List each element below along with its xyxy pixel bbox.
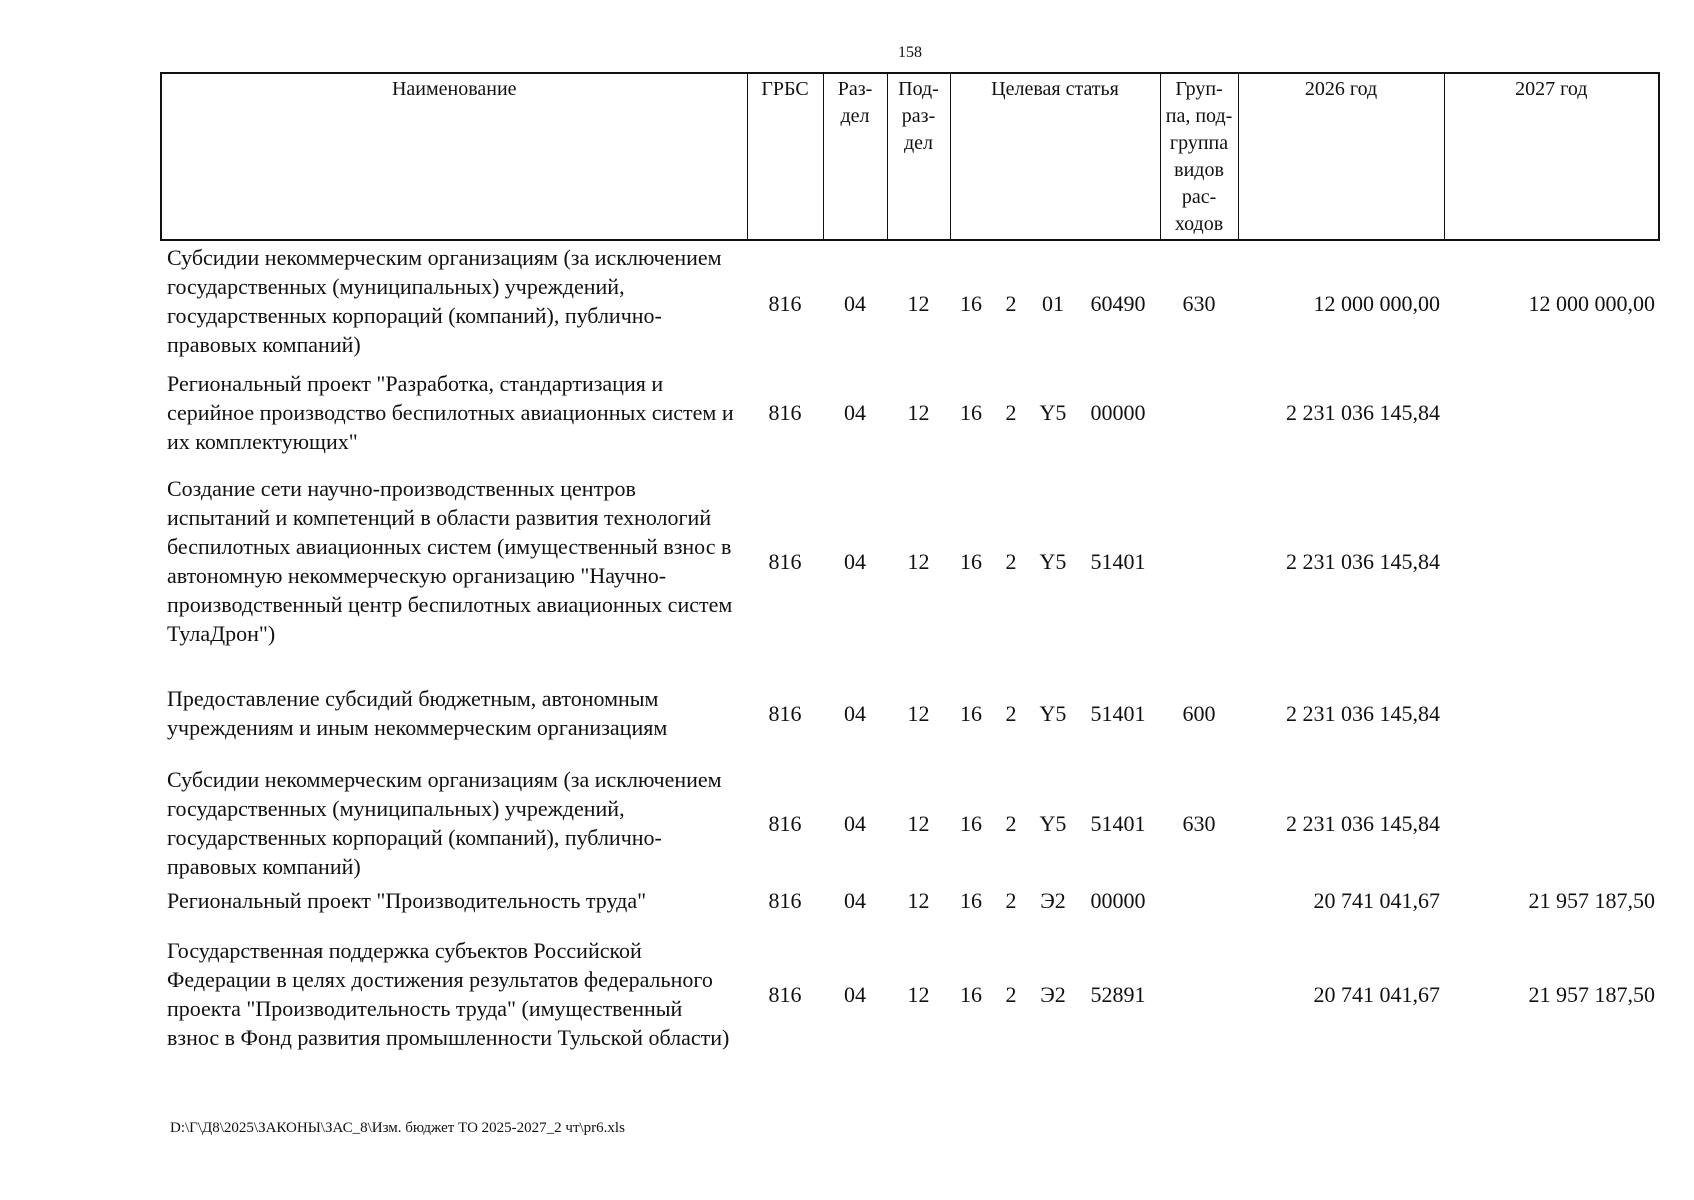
row-expense-group [1160, 365, 1238, 459]
row-amount-2027 [1444, 663, 1659, 763]
row-target-direction: 00000 [1090, 399, 1146, 425]
row-expense-group: 630 [1182, 810, 1216, 836]
row-podrazdel: 12 [907, 810, 930, 836]
row-target-project: 01 [1042, 290, 1064, 316]
header-name: Наименование [161, 73, 747, 240]
table-row [161, 663, 1659, 763]
row-target-project: Y5 [1039, 700, 1067, 726]
row-amount-2027: 21 957 187,50 [1528, 981, 1656, 1007]
row-amount-2027 [1444, 763, 1659, 883]
row-target-program: 16 [960, 700, 982, 726]
row-target-subprogram: 2 [1005, 700, 1017, 726]
footer-file-path: D:\Г\Д8\2025\ЗАКОНЫ\ЗАС_8\Изм. бюджет ТО 2025-2027_2 чт\pr6.xls [170, 1120, 625, 1136]
row-amount-2027 [1444, 459, 1659, 663]
row-name: Государственная поддержка субъектов Российской Федерации в целях достижения результатов федерального проекта "Производительность труда" (имущественный взнос в Фонд развития промышленности Тульской области) [167, 938, 730, 1050]
row-podrazdel: 12 [907, 290, 930, 316]
budget-table [160, 72, 1660, 1071]
row-target-subprogram: 2 [1005, 810, 1017, 836]
row-target-program: 16 [960, 887, 982, 913]
row-grbs: 816 [768, 290, 802, 316]
row-amount-2027: 21 957 187,50 [1528, 887, 1656, 913]
row-target-subprogram: 2 [1005, 887, 1017, 913]
row-name: Субсидии некоммерческим организациям (за исключением государственных (муниципальных) учреждений, государственных корпораций (компаний), публично-правовых компаний) [167, 245, 722, 357]
row-name: Создание сети научно-производственных центров испытаний и компетенций в области развития технологий беспилотных авиационных систем (имущественный взнос в автономную некоммерческую организацию "Научно-производственный центр беспилотных авиационных систем ТулаДрон") [167, 476, 733, 646]
row-target-project: Y5 [1039, 399, 1067, 425]
row-razdel: 04 [844, 399, 866, 425]
row-name: Региональный проект "Разработка, стандартизация и серийное производство беспилотных авиационных систем и их комплектующих" [167, 370, 734, 454]
table-row [161, 883, 1659, 917]
header-razdel: Раз- дел [823, 73, 887, 240]
row-name: Субсидии некоммерческим организациям (за исключением государственных (муниципальных) учреждений, государственных корпораций (компаний), публично-правовых компаний) [167, 767, 722, 879]
table-header [161, 73, 1659, 240]
row-amount-2026: 2 231 036 145,84 [1286, 700, 1441, 726]
header-grbs: ГРБС [747, 73, 823, 240]
row-amount-2026: 2 231 036 145,84 [1286, 810, 1441, 836]
row-amount-2026: 20 741 041,67 [1313, 887, 1441, 913]
row-target-program: 16 [960, 981, 982, 1007]
table-row [161, 763, 1659, 883]
row-expense-group [1160, 917, 1238, 1071]
row-razdel: 04 [844, 981, 866, 1007]
row-target-direction: 51401 [1090, 548, 1146, 574]
row-target-project: Y5 [1039, 548, 1067, 574]
row-target-subprogram: 2 [1005, 399, 1017, 425]
row-amount-2026: 2 231 036 145,84 [1286, 399, 1441, 425]
row-podrazdel: 12 [907, 700, 930, 726]
table-body [161, 240, 1659, 1071]
row-grbs: 816 [768, 810, 802, 836]
row-grbs: 816 [768, 887, 802, 913]
row-razdel: 04 [844, 810, 866, 836]
header-group: Груп- па, под- группа видов рас- ходов [1160, 73, 1238, 240]
row-grbs: 816 [768, 399, 802, 425]
row-razdel: 04 [844, 887, 866, 913]
row-razdel: 04 [844, 700, 866, 726]
row-target-project: Y5 [1039, 810, 1067, 836]
row-target-direction: 52891 [1090, 981, 1146, 1007]
header-podrazdel: Под- раз- дел [887, 73, 950, 240]
row-amount-2026: 12 000 000,00 [1313, 290, 1441, 316]
row-target-subprogram: 2 [1005, 290, 1017, 316]
row-grbs: 816 [768, 981, 802, 1007]
row-target-program: 16 [960, 548, 982, 574]
table-row [161, 240, 1659, 365]
row-target-subprogram: 2 [1005, 981, 1017, 1007]
row-target-direction: 00000 [1090, 887, 1146, 913]
row-name: Предоставление субсидий бюджетным, автономным учреждениям и иным некоммерческим организациям [167, 686, 668, 740]
table-row [161, 917, 1659, 1071]
row-amount-2027: 12 000 000,00 [1528, 290, 1656, 316]
row-razdel: 04 [844, 290, 866, 316]
row-podrazdel: 12 [907, 981, 930, 1007]
row-target-program: 16 [960, 810, 982, 836]
row-razdel: 04 [844, 548, 866, 574]
row-target-direction: 51401 [1090, 810, 1146, 836]
row-amount-2027 [1444, 365, 1659, 459]
header-year-2026: 2026 год [1238, 73, 1444, 240]
header-year-2027: 2027 год [1444, 73, 1659, 240]
row-target-subprogram: 2 [1005, 548, 1017, 574]
page-number: 158 [898, 44, 922, 61]
row-target-direction: 51401 [1090, 700, 1146, 726]
row-amount-2026: 2 231 036 145,84 [1286, 548, 1441, 574]
row-expense-group: 600 [1182, 700, 1216, 726]
table-row [161, 459, 1659, 663]
row-target-program: 16 [960, 290, 982, 316]
row-podrazdel: 12 [907, 548, 930, 574]
row-amount-2026: 20 741 041,67 [1313, 981, 1441, 1007]
row-podrazdel: 12 [907, 887, 930, 913]
row-name: Региональный проект "Производительность труда" [167, 887, 647, 913]
row-target-project: Э2 [1040, 981, 1066, 1007]
row-expense-group: 630 [1182, 290, 1216, 316]
row-target-project: Э2 [1040, 887, 1066, 913]
row-target-program: 16 [960, 399, 982, 425]
row-expense-group [1160, 459, 1238, 663]
row-expense-group [1160, 883, 1238, 917]
row-target-direction: 60490 [1090, 290, 1146, 316]
table-row [161, 365, 1659, 459]
header-target: Целевая статья [950, 73, 1160, 240]
row-grbs: 816 [768, 548, 802, 574]
row-grbs: 816 [768, 700, 802, 726]
row-podrazdel: 12 [907, 399, 930, 425]
